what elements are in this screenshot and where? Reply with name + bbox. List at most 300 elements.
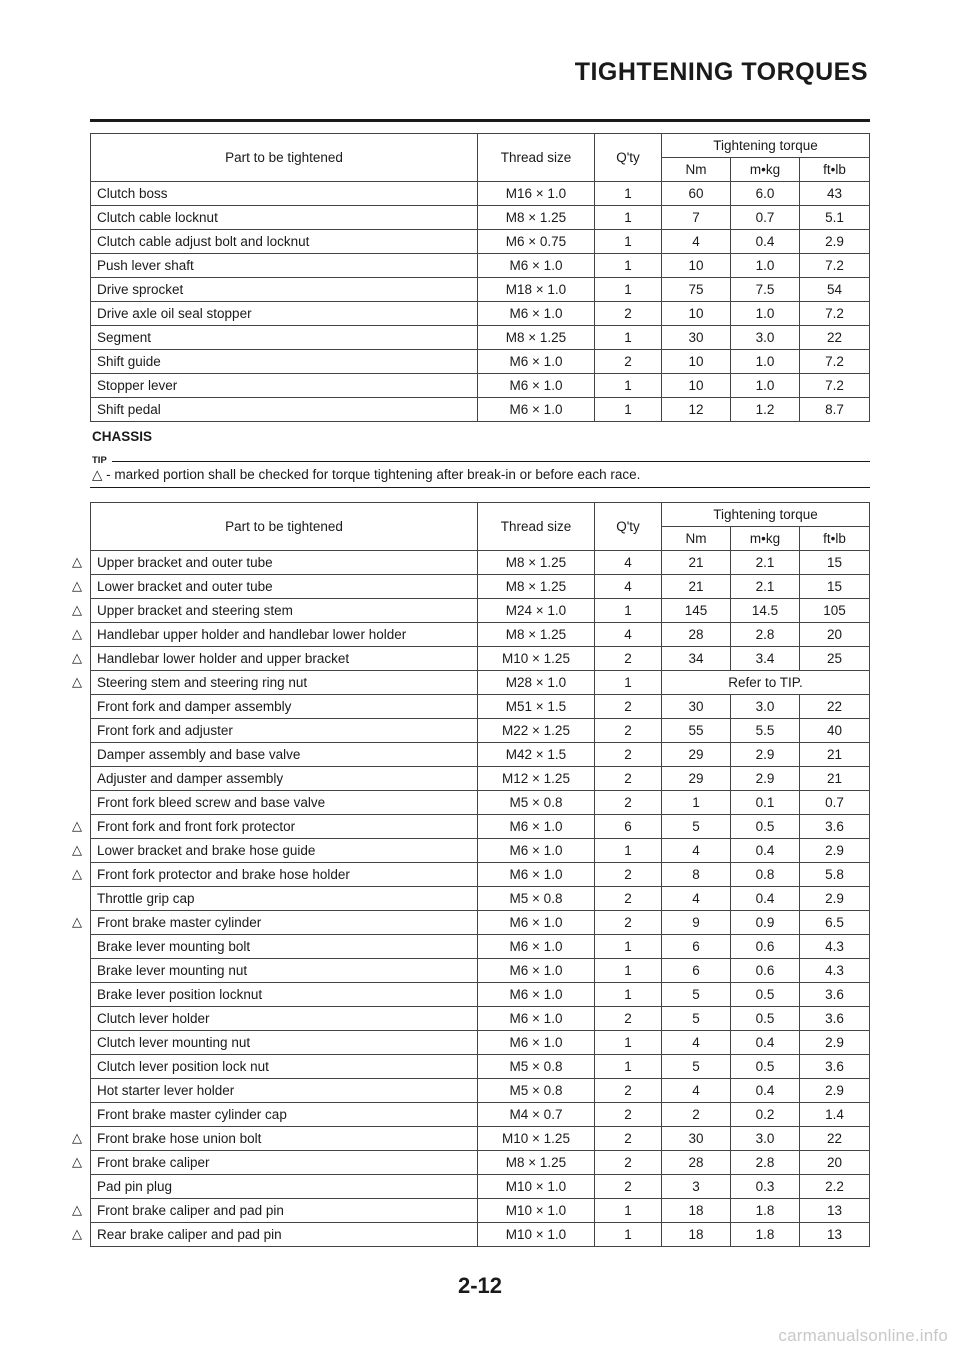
- value-cell: 1: [595, 671, 662, 695]
- value-cell: 43: [800, 182, 870, 206]
- value-cell: M6 × 0.75: [478, 230, 595, 254]
- check-mark-icon: △: [72, 1130, 82, 1145]
- value-cell: 2.9: [800, 887, 870, 911]
- value-cell: M5 × 0.8: [478, 1055, 595, 1079]
- table-row: [91, 1223, 870, 1247]
- value-cell: 21: [800, 767, 870, 791]
- value-cell: 145: [662, 599, 731, 623]
- value-cell: 0.5: [731, 1055, 800, 1079]
- part-name-cell: Clutch lever position lock nut: [91, 1055, 478, 1079]
- engine-torque-table: [90, 133, 870, 422]
- value-cell: 2.9: [800, 1031, 870, 1055]
- check-mark-icon: △: [72, 602, 82, 617]
- value-cell: M6 × 1.0: [478, 1007, 595, 1031]
- value-cell: 2: [595, 791, 662, 815]
- value-cell: 4.3: [800, 959, 870, 983]
- table-row: [91, 1079, 870, 1103]
- value-cell: M10 × 1.0: [478, 1199, 595, 1223]
- value-cell: M5 × 0.8: [478, 791, 595, 815]
- value-cell: 2: [595, 1007, 662, 1031]
- value-cell: 2: [595, 350, 662, 374]
- part-name-cell: Brake lever mounting nut: [91, 959, 478, 983]
- value-cell: 25: [800, 647, 870, 671]
- value-cell: M22 × 1.25: [478, 719, 595, 743]
- part-name-cell: Clutch cable locknut: [91, 206, 478, 230]
- value-cell: 0.8: [731, 863, 800, 887]
- value-cell: 0.2: [731, 1103, 800, 1127]
- header-nm: Nm: [662, 527, 731, 551]
- value-cell: 2: [595, 1127, 662, 1151]
- value-cell: 15: [800, 551, 870, 575]
- value-cell: 2.9: [800, 230, 870, 254]
- header-mkg: m•kg: [731, 158, 800, 182]
- value-cell: 2: [595, 767, 662, 791]
- value-cell: 2: [595, 1103, 662, 1127]
- value-cell: 0.4: [731, 230, 800, 254]
- part-name-cell: Front brake master cylinder cap: [91, 1103, 478, 1127]
- check-mark-icon: △: [72, 842, 82, 857]
- value-cell: 5.5: [731, 719, 800, 743]
- table-row: [91, 719, 870, 743]
- part-name-cell: Clutch boss: [91, 182, 478, 206]
- header-thread-size: Thread size: [478, 134, 595, 182]
- value-cell: 1.8: [731, 1199, 800, 1223]
- value-cell: 2: [595, 695, 662, 719]
- part-name-cell: Clutch cable adjust bolt and locknut: [91, 230, 478, 254]
- value-cell: 2.8: [731, 1151, 800, 1175]
- watermark: carmanualsonline.info: [778, 1326, 948, 1345]
- part-name-cell: Drive axle oil seal stopper: [91, 302, 478, 326]
- value-cell: M10 × 1.0: [478, 1175, 595, 1199]
- value-cell: 2: [595, 1151, 662, 1175]
- value-cell: 2.1: [731, 551, 800, 575]
- value-cell: 2: [595, 719, 662, 743]
- value-cell: 28: [662, 623, 731, 647]
- value-cell: 0.6: [731, 959, 800, 983]
- part-name-cell: Handlebar lower holder and upper bracket: [91, 647, 478, 671]
- table-row: [91, 1175, 870, 1199]
- value-cell: 21: [662, 551, 731, 575]
- table-row: [91, 551, 870, 575]
- check-mark-icon: △: [72, 818, 82, 833]
- value-cell: 60: [662, 182, 731, 206]
- tip-text: △ - marked portion shall be checked for torque tightening after break-in or before each race.: [92, 467, 641, 482]
- header-ftlb: ft•lb: [800, 158, 870, 182]
- header-thread-size: Thread size: [478, 503, 595, 551]
- value-cell: 8.7: [800, 398, 870, 422]
- part-name-cell: Push lever shaft: [91, 254, 478, 278]
- value-cell: 4: [595, 551, 662, 575]
- part-name-cell: Front brake caliper and pad pin: [91, 1199, 478, 1223]
- value-cell: 30: [662, 695, 731, 719]
- table-row: [91, 1055, 870, 1079]
- value-cell: 5.1: [800, 206, 870, 230]
- part-name-cell: Handlebar upper holder and handlebar lower holder: [91, 623, 478, 647]
- value-cell: 2.8: [731, 623, 800, 647]
- value-cell: 0.1: [731, 791, 800, 815]
- table-row: [91, 1103, 870, 1127]
- header-tightening-torque: Tightening torque: [662, 503, 870, 527]
- value-cell: M6 × 1.0: [478, 983, 595, 1007]
- value-cell: 8: [662, 863, 731, 887]
- value-cell: M18 × 1.0: [478, 278, 595, 302]
- table-row: [91, 302, 870, 326]
- header-part: Part to be tightened: [91, 503, 478, 551]
- part-name-cell: Brake lever mounting bolt: [91, 935, 478, 959]
- part-name-cell: Rear brake caliper and pad pin: [91, 1223, 478, 1247]
- value-cell: 22: [800, 695, 870, 719]
- value-cell: 3.0: [731, 326, 800, 350]
- value-cell: 0.7: [731, 206, 800, 230]
- table-row: [91, 767, 870, 791]
- part-name-cell: Lower bracket and outer tube: [91, 575, 478, 599]
- value-cell: 1.0: [731, 350, 800, 374]
- table-row: [91, 911, 870, 935]
- value-cell: 4.3: [800, 935, 870, 959]
- value-cell: M6 × 1.0: [478, 1031, 595, 1055]
- part-name-cell: Brake lever position locknut: [91, 983, 478, 1007]
- value-cell: M8 × 1.25: [478, 206, 595, 230]
- value-cell: M6 × 1.0: [478, 911, 595, 935]
- page-number: 2-12: [457, 1273, 503, 1298]
- table-row: [91, 887, 870, 911]
- value-cell: 2: [595, 863, 662, 887]
- title-divider: [90, 119, 870, 122]
- part-name-cell: Front fork bleed screw and base valve: [91, 791, 478, 815]
- value-cell: M10 × 1.25: [478, 1127, 595, 1151]
- value-cell: M4 × 0.7: [478, 1103, 595, 1127]
- table-row: [91, 935, 870, 959]
- value-cell: 2: [595, 1175, 662, 1199]
- check-mark-icon: △: [72, 674, 82, 689]
- value-cell: 2: [595, 743, 662, 767]
- value-cell: 14.5: [731, 599, 800, 623]
- value-cell: 10: [662, 350, 731, 374]
- check-mark-icon: △: [72, 1154, 82, 1169]
- value-cell: 1: [595, 1223, 662, 1247]
- value-cell: 20: [800, 623, 870, 647]
- table-row: [91, 959, 870, 983]
- table-row: [91, 398, 870, 422]
- value-cell: 7.2: [800, 302, 870, 326]
- value-cell: 1: [595, 1199, 662, 1223]
- check-mark-icon: △: [72, 866, 82, 881]
- value-cell: 2: [595, 887, 662, 911]
- value-cell: 1: [595, 182, 662, 206]
- value-cell: 2.9: [800, 839, 870, 863]
- value-cell: 7.5: [731, 278, 800, 302]
- value-cell: M5 × 0.8: [478, 1079, 595, 1103]
- part-name-cell: Front fork protector and brake hose holder: [91, 863, 478, 887]
- value-cell: M6 × 1.0: [478, 839, 595, 863]
- value-cell: 1: [595, 326, 662, 350]
- table-row: [91, 182, 870, 206]
- table-row: [91, 575, 870, 599]
- tip-label: TIP: [92, 455, 107, 466]
- value-cell: 7.2: [800, 374, 870, 398]
- part-name-cell: Segment: [91, 326, 478, 350]
- value-cell: 6: [662, 959, 731, 983]
- value-cell: 1.8: [731, 1223, 800, 1247]
- value-cell: 55: [662, 719, 731, 743]
- table-row: [91, 1007, 870, 1031]
- value-cell: 6: [595, 815, 662, 839]
- value-cell: 0.4: [731, 1079, 800, 1103]
- part-name-cell: Stopper lever: [91, 374, 478, 398]
- part-name-cell: Steering stem and steering ring nut: [91, 671, 478, 695]
- value-cell: 0.4: [731, 1031, 800, 1055]
- value-cell: M6 × 1.0: [478, 398, 595, 422]
- value-cell: 2.2: [800, 1175, 870, 1199]
- header-nm: Nm: [662, 158, 731, 182]
- check-mark-icon: △: [72, 650, 82, 665]
- value-cell: 3.4: [731, 647, 800, 671]
- part-name-cell: Clutch lever mounting nut: [91, 1031, 478, 1055]
- tip-bottom-rule: [90, 487, 870, 488]
- value-cell: M51 × 1.5: [478, 695, 595, 719]
- table-row: [91, 1199, 870, 1223]
- value-cell: 3: [662, 1175, 731, 1199]
- value-cell: M10 × 1.0: [478, 1223, 595, 1247]
- value-cell: 18: [662, 1223, 731, 1247]
- value-cell: 12: [662, 398, 731, 422]
- value-cell: 3.6: [800, 1055, 870, 1079]
- part-name-cell: Pad pin plug: [91, 1175, 478, 1199]
- value-cell: M6 × 1.0: [478, 302, 595, 326]
- value-cell: 28: [662, 1151, 731, 1175]
- value-cell: 5: [662, 815, 731, 839]
- value-cell: 4: [662, 1079, 731, 1103]
- part-name-cell: Adjuster and damper assembly: [91, 767, 478, 791]
- check-mark-icon: △: [72, 578, 82, 593]
- part-name-cell: Front fork and damper assembly: [91, 695, 478, 719]
- part-name-cell: Front brake caliper: [91, 1151, 478, 1175]
- value-cell: 1.0: [731, 374, 800, 398]
- header-ftlb: ft•lb: [800, 527, 870, 551]
- value-cell: 2.9: [731, 743, 800, 767]
- header-qty: Q'ty: [595, 134, 662, 182]
- value-cell: 13: [800, 1199, 870, 1223]
- value-cell: 54: [800, 278, 870, 302]
- part-name-cell: Drive sprocket: [91, 278, 478, 302]
- check-mark-icon: △: [72, 554, 82, 569]
- value-cell: 1: [595, 278, 662, 302]
- value-cell: 29: [662, 767, 731, 791]
- value-cell: 30: [662, 1127, 731, 1151]
- value-cell: 40: [800, 719, 870, 743]
- part-name-cell: Front brake hose union bolt: [91, 1127, 478, 1151]
- value-cell: 4: [595, 623, 662, 647]
- value-cell: 1.0: [731, 302, 800, 326]
- part-name-cell: Front brake master cylinder: [91, 911, 478, 935]
- table-row: [91, 374, 870, 398]
- table-row: [91, 671, 870, 695]
- table-row: [91, 1151, 870, 1175]
- value-cell: 5: [662, 983, 731, 1007]
- value-cell: 1: [595, 374, 662, 398]
- value-cell: 2: [595, 302, 662, 326]
- chassis-torque-rows: [91, 551, 870, 1247]
- value-cell: M6 × 1.0: [478, 863, 595, 887]
- value-cell: M6 × 1.0: [478, 350, 595, 374]
- value-cell: 1: [595, 398, 662, 422]
- value-cell: 20: [800, 1151, 870, 1175]
- part-name-cell: Upper bracket and outer tube: [91, 551, 478, 575]
- value-cell: 2: [662, 1103, 731, 1127]
- value-cell: 13: [800, 1223, 870, 1247]
- table-row: [91, 623, 870, 647]
- value-cell: 1.0: [731, 254, 800, 278]
- table-row: [91, 206, 870, 230]
- table-row: [91, 863, 870, 887]
- value-cell: M5 × 0.8: [478, 887, 595, 911]
- header-tightening-torque: Tightening torque: [662, 134, 870, 158]
- value-cell: 4: [662, 839, 731, 863]
- value-cell: 2: [595, 1079, 662, 1103]
- value-cell: 10: [662, 254, 731, 278]
- value-cell: 0.5: [731, 983, 800, 1007]
- value-cell: 30: [662, 326, 731, 350]
- value-cell: 22: [800, 326, 870, 350]
- value-cell: 7.2: [800, 350, 870, 374]
- check-mark-icon: △: [72, 1202, 82, 1217]
- value-cell: 29: [662, 743, 731, 767]
- table-row: [91, 695, 870, 719]
- value-cell: 4: [662, 230, 731, 254]
- part-name-cell: Upper bracket and steering stem: [91, 599, 478, 623]
- value-cell: 0.4: [731, 887, 800, 911]
- value-cell: 2.9: [731, 767, 800, 791]
- value-cell: 5: [662, 1007, 731, 1031]
- value-cell: 3.6: [800, 1007, 870, 1031]
- table-row: [91, 839, 870, 863]
- table-row: [91, 1031, 870, 1055]
- chassis-torque-table: [90, 502, 870, 1247]
- value-cell: M12 × 1.25: [478, 767, 595, 791]
- value-cell: 6: [662, 935, 731, 959]
- value-cell: 0.3: [731, 1175, 800, 1199]
- table-row: [91, 791, 870, 815]
- table-row: [91, 815, 870, 839]
- value-cell: 21: [662, 575, 731, 599]
- value-cell: M6 × 1.0: [478, 935, 595, 959]
- table-row: [91, 1127, 870, 1151]
- value-cell: 0.5: [731, 815, 800, 839]
- part-name-cell: Front fork and adjuster: [91, 719, 478, 743]
- value-cell: M8 × 1.25: [478, 551, 595, 575]
- value-cell: 0.7: [800, 791, 870, 815]
- value-cell: 2.1: [731, 575, 800, 599]
- check-mark-icon: △: [72, 914, 82, 929]
- value-cell: 5: [662, 1055, 731, 1079]
- value-cell: M24 × 1.0: [478, 599, 595, 623]
- value-cell: M8 × 1.25: [478, 623, 595, 647]
- value-cell: Refer to TIP.: [662, 671, 870, 695]
- value-cell: 3.6: [800, 815, 870, 839]
- header-mkg: m•kg: [731, 527, 800, 551]
- value-cell: 7: [662, 206, 731, 230]
- check-mark-icon: △: [72, 626, 82, 641]
- value-cell: 15: [800, 575, 870, 599]
- value-cell: 2: [595, 647, 662, 671]
- value-cell: 1.4: [800, 1103, 870, 1127]
- value-cell: M8 × 1.25: [478, 326, 595, 350]
- value-cell: 5.8: [800, 863, 870, 887]
- value-cell: 3.0: [731, 1127, 800, 1151]
- value-cell: 1: [595, 839, 662, 863]
- table-row: [91, 278, 870, 302]
- value-cell: 2.9: [800, 1079, 870, 1103]
- value-cell: 1: [595, 599, 662, 623]
- value-cell: M16 × 1.0: [478, 182, 595, 206]
- check-mark-icon: △: [72, 1226, 82, 1241]
- value-cell: M8 × 1.25: [478, 1151, 595, 1175]
- value-cell: 2: [595, 911, 662, 935]
- value-cell: M6 × 1.0: [478, 254, 595, 278]
- part-name-cell: Clutch lever holder: [91, 1007, 478, 1031]
- value-cell: M6 × 1.0: [478, 959, 595, 983]
- value-cell: 0.6: [731, 935, 800, 959]
- engine-torque-rows: [91, 182, 870, 422]
- value-cell: 3.0: [731, 695, 800, 719]
- value-cell: 1.2: [731, 398, 800, 422]
- table-row: [91, 254, 870, 278]
- table-row: [91, 983, 870, 1007]
- table-row: [91, 350, 870, 374]
- value-cell: 22: [800, 1127, 870, 1151]
- value-cell: 4: [662, 1031, 731, 1055]
- value-cell: 75: [662, 278, 731, 302]
- value-cell: 10: [662, 302, 731, 326]
- value-cell: M6 × 1.0: [478, 815, 595, 839]
- value-cell: 34: [662, 647, 731, 671]
- table-row: [91, 230, 870, 254]
- table-row: [91, 599, 870, 623]
- table-row: [91, 647, 870, 671]
- section-heading-chassis: CHASSIS: [92, 429, 153, 444]
- value-cell: 0.5: [731, 1007, 800, 1031]
- value-cell: 1: [595, 206, 662, 230]
- value-cell: 105: [800, 599, 870, 623]
- value-cell: 1: [662, 791, 731, 815]
- part-name-cell: Shift guide: [91, 350, 478, 374]
- value-cell: 7.2: [800, 254, 870, 278]
- header-part: Part to be tightened: [91, 134, 478, 182]
- value-cell: M6 × 1.0: [478, 374, 595, 398]
- page-title: TIGHTENING TORQUES: [574, 58, 868, 86]
- table-row: [91, 326, 870, 350]
- value-cell: 6.5: [800, 911, 870, 935]
- value-cell: 1: [595, 935, 662, 959]
- value-cell: 10: [662, 374, 731, 398]
- value-cell: M8 × 1.25: [478, 575, 595, 599]
- part-name-cell: Front fork and front fork protector: [91, 815, 478, 839]
- part-name-cell: Throttle grip cap: [91, 887, 478, 911]
- value-cell: 18: [662, 1199, 731, 1223]
- table-row: [91, 743, 870, 767]
- tip-top-rule: [112, 461, 870, 462]
- part-name-cell: Damper assembly and base valve: [91, 743, 478, 767]
- value-cell: 1: [595, 959, 662, 983]
- value-cell: 1: [595, 1031, 662, 1055]
- value-cell: 9: [662, 911, 731, 935]
- header-qty: Q'ty: [595, 503, 662, 551]
- value-cell: 0.9: [731, 911, 800, 935]
- value-cell: 1: [595, 983, 662, 1007]
- value-cell: 6.0: [731, 182, 800, 206]
- part-name-cell: Hot starter lever holder: [91, 1079, 478, 1103]
- value-cell: 21: [800, 743, 870, 767]
